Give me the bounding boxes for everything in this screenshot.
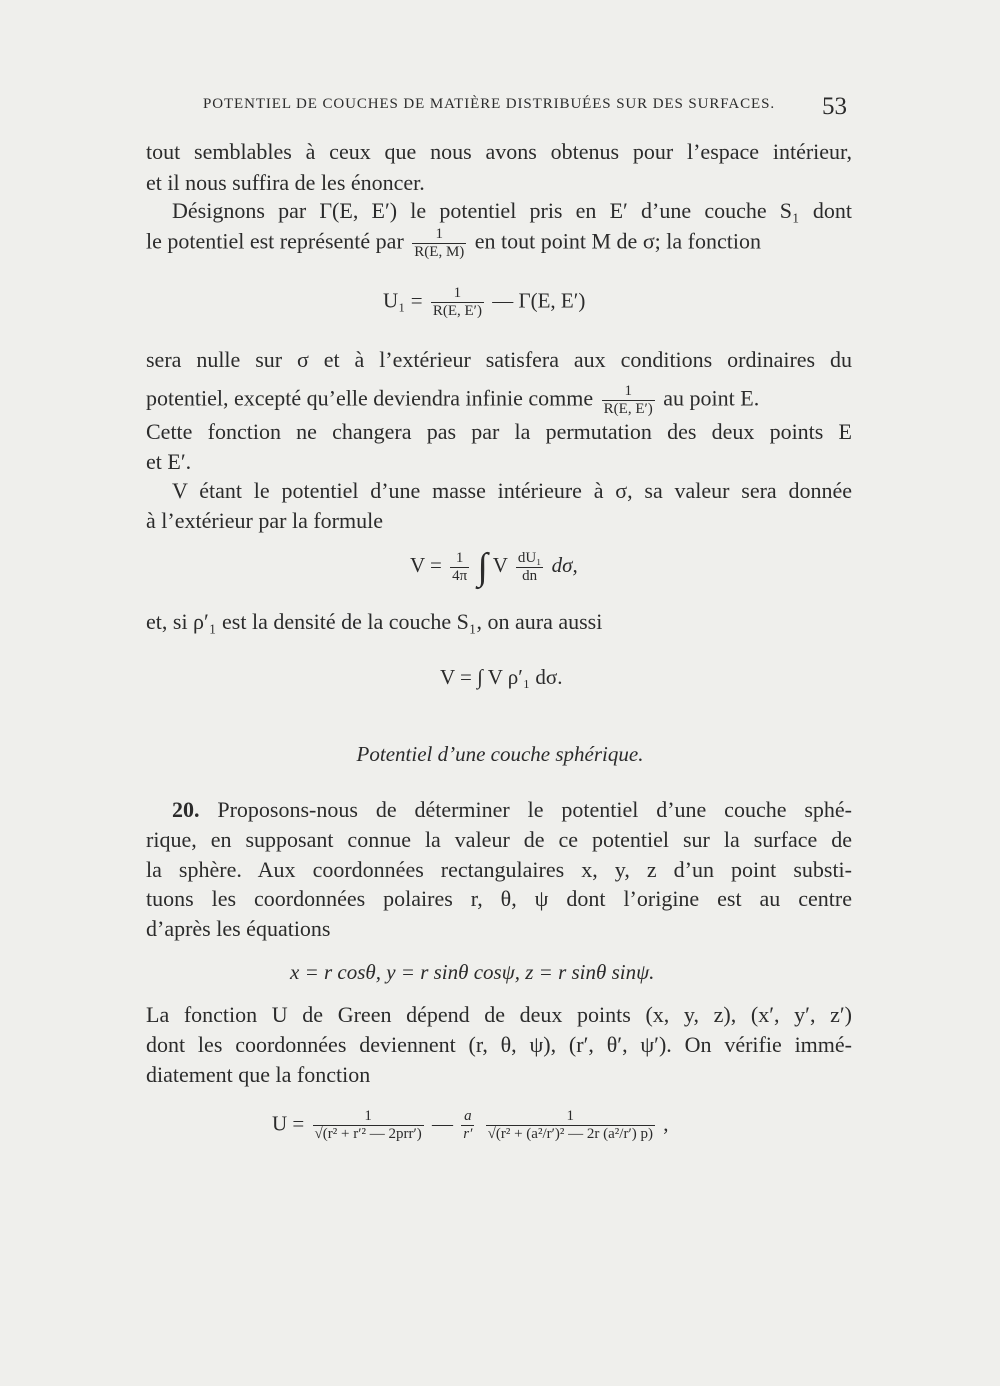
fraction-denominator: dn [516,567,544,585]
body-line-with-fraction [146,383,852,418]
fraction [486,1108,655,1143]
text-segment: le potentiel est représenté par [146,228,404,254]
fraction [431,285,484,320]
body-line: tout semblables à ceux que nous avons obtenus pour l’espace intérieur, [146,139,852,164]
minus-sign: — [432,1111,453,1136]
running-header: POTENTIEL DE COUCHES DE MATIÈRE DISTRIBUÉES SUR DES SURFACES. [203,96,776,112]
equation-v-integral [410,545,578,589]
body-line: Désignons par Γ(E, E′) le potentiel pris en E′ d’une couche S₁ dont [172,198,852,223]
fraction [313,1108,424,1143]
fraction [602,383,655,418]
eq-lhs: V = [410,552,442,577]
eq-lhs: U₁ = [383,288,423,313]
fraction-denominator: √(r² + r′² — 2prr′) [314,1126,422,1142]
text-segment: en tout point M de σ; la fonction [474,228,761,254]
section-title: Potentiel d’une couche sphérique. [356,742,644,766]
body-line: diatement que la fonction [146,1062,371,1087]
fraction [461,1108,474,1143]
body-line: et, si ρ′₁ est la densité de la couche S₁, on aura aussi [146,609,603,634]
fraction-numerator: dU₁ [517,549,542,566]
body-line: dont les coordonnées deviennent (r, θ, ψ), (r′, θ′, ψ′). On vérifie immé- [146,1032,852,1057]
paragraph-number: 20. [172,797,200,822]
fraction-denominator: R(E, E′) [603,401,653,417]
body-line: la sphère. Aux coordonnées rectangulaires x, y, z d’un point substi- [146,857,852,882]
equation-u1 [383,285,585,320]
fraction-numerator: 1 [624,383,632,399]
body-line: V étant le potentiel d’une masse intérieure à σ, sa valeur sera donnée [172,478,852,503]
body-line: et E′. [146,449,192,474]
body-line: à l’extérieur par la formule [146,508,383,533]
fraction-denominator: √(r² + (a²/r′)² — 2r (a²/r′) p) [487,1126,653,1142]
eq-lhs: U = [272,1111,305,1136]
text-segment: Proposons-nous de déterminer le potentiel d’une couche sphé- [217,797,852,822]
integral-sign: ∫ [477,546,488,588]
fraction-denominator: R(E, M) [414,244,465,260]
fraction-numerator: 1 [364,1108,372,1124]
fraction-numerator: 1 [435,226,444,242]
fraction-denominator: R(E, E′) [432,303,482,319]
eq-end: dσ, [551,552,578,577]
page-number: 53 [822,93,847,120]
eq-rest: — Γ(E, E′) [492,288,586,313]
body-line: sera nulle sur σ et à l’extérieur satisfera aux conditions ordinaires du [146,347,852,372]
fraction-numerator: 1 [455,549,464,566]
body-line: Cette fonction ne changera pas par la permutation des deux points E [146,419,852,444]
text-segment: potentiel, excepté qu’elle deviendra infinie comme [146,385,594,411]
eq-end: , [663,1111,669,1136]
integrand: V [492,552,508,577]
derivative-fraction [516,550,544,585]
body-line: tuons les coordonnées polaires r, θ, ψ dont l’origine est au centre [146,886,852,911]
fraction [450,550,469,585]
fraction-denominator: r′ [463,1126,473,1142]
body-line: La fonction U de Green dépend de deux points (x, y, z), (x′, y′, z′) [146,1002,852,1027]
fraction [412,226,466,261]
equation-polar: x = r cosθ, y = r sinθ cosψ, z = r sinθ sinψ. [290,960,655,984]
para20-line [172,795,852,825]
body-line: rique, en supposant connue la valeur de ce potentiel sur la surface de [146,827,852,852]
body-line-with-fraction [146,226,852,261]
equation-green-u [272,1108,668,1143]
equation-v-density: V = ∫ V ρ′₁ dσ. [440,665,563,689]
fraction-numerator: 1 [566,1108,575,1124]
fraction-denominator: 4π [452,567,468,584]
fraction-numerator: a [464,1108,472,1124]
body-line: et il nous suffira de les énoncer. [146,170,425,195]
fraction-numerator: 1 [453,285,462,301]
text-segment: au point E. [663,385,760,411]
body-line: d’après les équations [146,916,331,941]
